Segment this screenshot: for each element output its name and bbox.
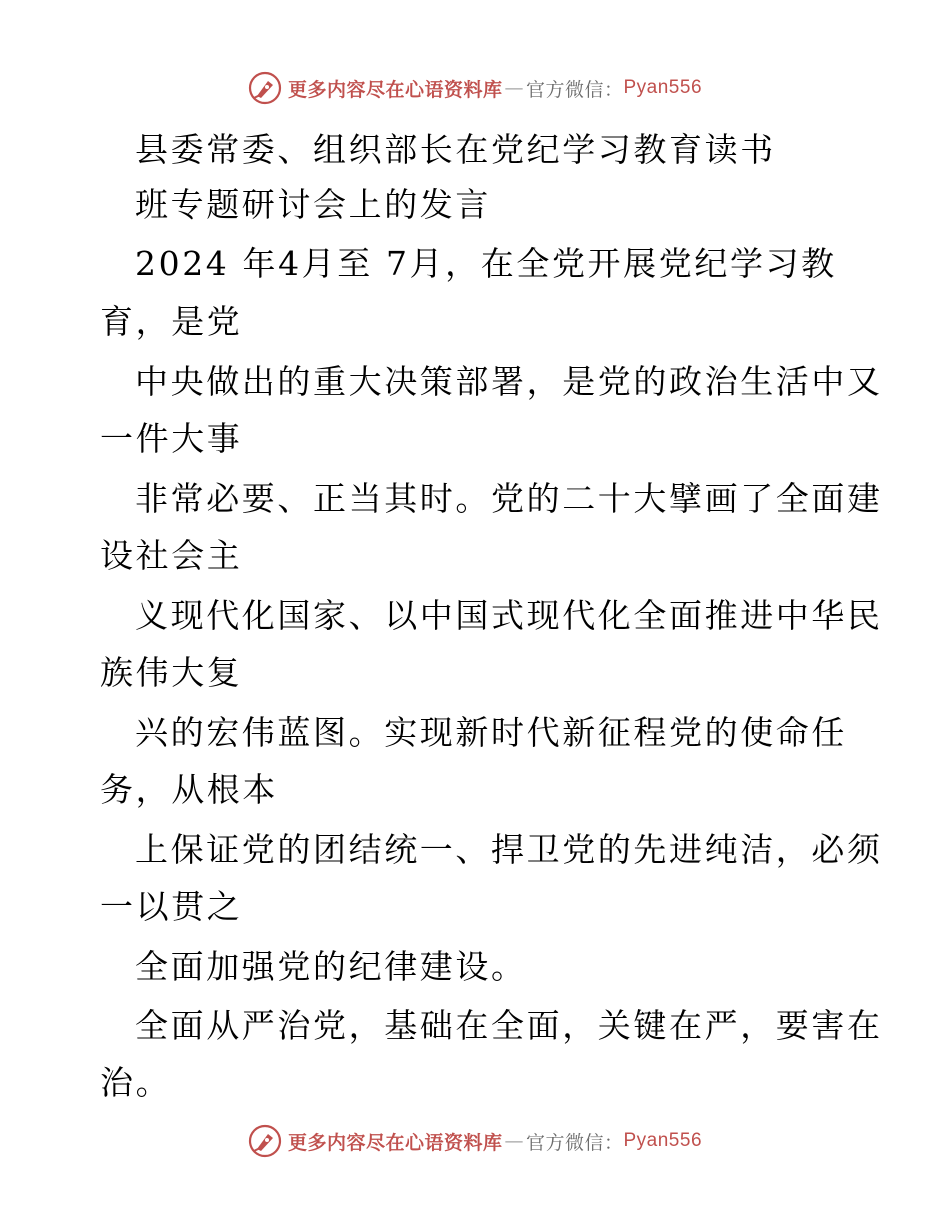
pen-nib-circle-icon [248,1124,282,1158]
document-line: 2024 年4月至 7月，在全党开展党纪学习教 [135,244,837,283]
header-separator: — [504,77,524,99]
document-line: 非常必要、正当其时。党的二十大擘画了全面建 [135,479,883,518]
document-line: 育，是党 [100,302,243,341]
footer-banner-content [248,1124,702,1158]
footer-banner-text [288,1128,702,1155]
document-line: 全面加强党的纪律建设。 [135,947,527,986]
footer-official-text: 官方微信： [525,1131,624,1154]
document-line: 一件大事 [100,419,243,458]
header-banner [0,66,950,110]
header-banner-content [248,71,702,105]
footer-brand-text: 更多内容尽在心语资料库 [287,1131,503,1154]
document-line: 兴的宏伟蓝图。实现新时代新征程党的使命任 [135,713,847,752]
document-line: 上保证党的团结统一、捍卫党的先进纯洁，必须 [135,830,883,869]
header-wechat-id: Pyan556 [623,77,703,98]
document-line: 班专题研讨会上的发言 [135,185,491,224]
document-line: 义现代化国家、以中国式现代化全面推进中华民 [135,596,883,635]
document-line: 族伟大复 [100,653,243,692]
document-line: 全面从严治党，基础在全面，关键在严，要害在 [135,1006,883,1045]
footer-wechat-id: Pyan556 [623,1130,703,1151]
footer-banner [0,1119,950,1163]
header-banner-text [288,75,702,102]
document-line: 县委常委、组织部长在党纪学习教育读书 [135,130,776,169]
document-line: 设社会主 [100,536,243,575]
document-line: 务，从根本 [100,770,278,809]
pen-nib-circle-icon [248,71,282,105]
footer-separator: — [504,1130,524,1152]
header-brand-text: 更多内容尽在心语资料库 [287,78,503,101]
document-line: 中央做出的重大决策部署，是党的政治生活中又 [135,362,883,401]
document-line: 治。 [100,1063,172,1102]
header-official-text: 官方微信： [525,78,624,101]
document-line: 一以贯之 [100,887,243,926]
